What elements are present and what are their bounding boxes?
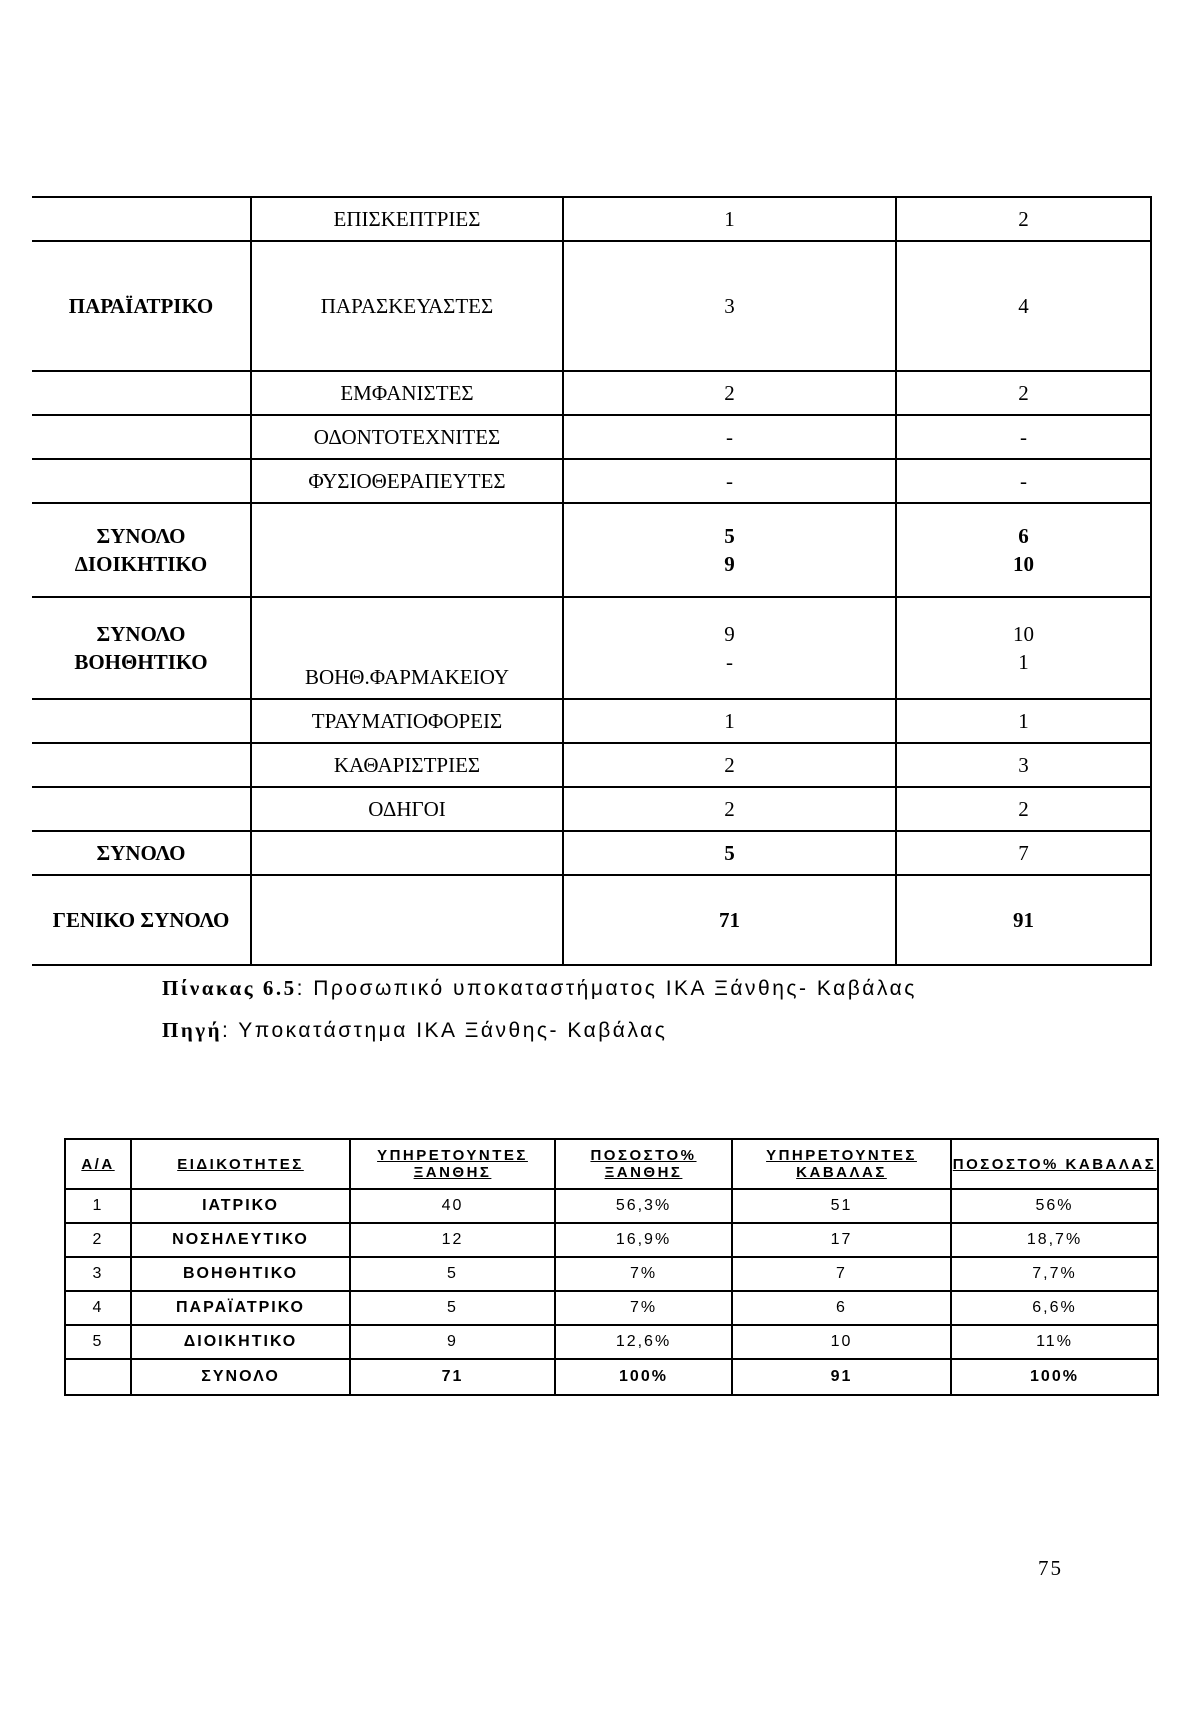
kavala-count-cell: 2 bbox=[896, 787, 1151, 831]
xanthi-count-cell: 3 bbox=[563, 241, 896, 371]
xanthi-percent-total-cell: 100% bbox=[555, 1359, 732, 1395]
xanthi-count-cell: - bbox=[563, 415, 896, 459]
xanthi-count-cell: 5 bbox=[350, 1257, 555, 1291]
specialty-cell: ΟΔΗΓΟΙ bbox=[251, 787, 563, 831]
kavala-count-cell: 6 bbox=[732, 1291, 951, 1325]
table-row bbox=[32, 459, 1151, 503]
specialty-cell: ΠΑΡΑΣΚΕΥΑΣΤΕΣ bbox=[251, 241, 563, 371]
column-header: ΠΟΣΟΣΤΟ% ΚΑΒΑΛΑΣ bbox=[951, 1139, 1158, 1189]
xanthi-count-cell: 2 bbox=[563, 787, 896, 831]
specialty-cell: ΟΔΟΝΤΟΤΕΧΝΙΤΕΣ bbox=[251, 415, 563, 459]
kavala-count-cell: 17 bbox=[732, 1223, 951, 1257]
xanthi-count-cell: 12 bbox=[350, 1223, 555, 1257]
specialty-cell bbox=[251, 875, 563, 965]
xanthi-percent-cell: 56,3% bbox=[555, 1189, 732, 1223]
table-row bbox=[32, 415, 1151, 459]
xanthi-count-cell: 40 bbox=[350, 1189, 555, 1223]
kavala-percent-cell: 11% bbox=[951, 1325, 1158, 1359]
specialty-cell: ΕΠΙΣΚΕΠΤΡΙΕΣ bbox=[251, 197, 563, 241]
specialty-cell bbox=[251, 831, 563, 875]
index-cell: 4 bbox=[65, 1291, 131, 1325]
category-cell: ΣΥΝΟΛΟ bbox=[32, 831, 251, 875]
column-header: ΠΟΣΟΣΤΟ% ΞΑΝΘΗΣ bbox=[555, 1139, 732, 1189]
category-cell bbox=[32, 787, 251, 831]
kavala-percent-cell: 7,7% bbox=[951, 1257, 1158, 1291]
table-row bbox=[32, 197, 1151, 241]
summary-table bbox=[64, 1138, 1159, 1396]
column-header: ΥΠΗΡΕΤΟΥΝΤΕΣ ΚΑΒΑΛΑΣ bbox=[732, 1139, 951, 1189]
kavala-count-cell: 10 bbox=[732, 1325, 951, 1359]
staff-table bbox=[32, 196, 1152, 966]
table-row bbox=[32, 597, 1151, 699]
specialty-cell: ΦΥΣΙΟΘΕΡΑΠΕΥΤΕΣ bbox=[251, 459, 563, 503]
xanthi-count-cell: - bbox=[563, 459, 896, 503]
header-row bbox=[65, 1139, 1158, 1189]
specialty-cell: ΔΙΟΙΚΗΤΙΚΟ bbox=[131, 1325, 350, 1359]
table-row bbox=[32, 371, 1151, 415]
specialty-cell: ΚΑΘΑΡΙΣΤΡΙΕΣ bbox=[251, 743, 563, 787]
kavala-count-cell: 7 bbox=[896, 831, 1151, 875]
kavala-count-cell: 3 bbox=[896, 743, 1151, 787]
xanthi-percent-cell: 16,9% bbox=[555, 1223, 732, 1257]
page-number: 75 bbox=[1038, 1556, 1063, 1580]
category-cell bbox=[32, 415, 251, 459]
category-cell: ΣΥΝΟΛΟ ΔΙΟΙΚΗΤΙΚΟ bbox=[32, 503, 251, 597]
xanthi-count-cell: 5 bbox=[563, 831, 896, 875]
specialty-cell: ΠΑΡΑΪΑΤΡΙΚΟ bbox=[131, 1291, 350, 1325]
xanthi-percent-cell: 12,6% bbox=[555, 1325, 732, 1359]
kavala-count-cell: 51 bbox=[732, 1189, 951, 1223]
kavala-percent-cell: 18,7% bbox=[951, 1223, 1158, 1257]
specialty-cell: ΒΟΗΘ.ΦΑΡΜΑΚΕΙΟΥ bbox=[251, 597, 563, 699]
table-source bbox=[162, 1018, 667, 1043]
xanthi-count-cell: 1 bbox=[563, 699, 896, 743]
xanthi-count-cell: 2 bbox=[563, 743, 896, 787]
specialty-cell: ΙΑΤΡΙΚΟ bbox=[131, 1189, 350, 1223]
kavala-count-cell: 2 bbox=[896, 371, 1151, 415]
total-row bbox=[65, 1359, 1158, 1395]
specialty-cell: ΤΡΑΥΜΑΤΙΟΦΟΡΕΙΣ bbox=[251, 699, 563, 743]
kavala-count-cell: 4 bbox=[896, 241, 1151, 371]
category-cell bbox=[32, 371, 251, 415]
specialty-cell: ΝΟΣΗΛΕΥΤΙΚΟ bbox=[131, 1223, 350, 1257]
kavala-count-cell: 91 bbox=[896, 875, 1151, 965]
table-row bbox=[32, 699, 1151, 743]
xanthi-count-cell: 71 bbox=[563, 875, 896, 965]
table-row bbox=[32, 875, 1151, 965]
table-row bbox=[32, 503, 1151, 597]
category-cell bbox=[32, 197, 251, 241]
xanthi-count-cell: 5 bbox=[350, 1291, 555, 1325]
category-cell: ΓΕΝΙΚΟ ΣΥΝΟΛΟ bbox=[32, 875, 251, 965]
kavala-count-cell: 10 1 bbox=[896, 597, 1151, 699]
kavala-total-cell: 91 bbox=[732, 1359, 951, 1395]
category-cell bbox=[32, 459, 251, 503]
kavala-percent-cell: 56% bbox=[951, 1189, 1158, 1223]
kavala-percent-total-cell: 100% bbox=[951, 1359, 1158, 1395]
kavala-count-cell: - bbox=[896, 459, 1151, 503]
table-row bbox=[65, 1257, 1158, 1291]
total-label-cell: ΣΥΝΟΛΟ bbox=[131, 1359, 350, 1395]
xanthi-total-cell: 71 bbox=[350, 1359, 555, 1395]
kavala-count-cell: 2 bbox=[896, 197, 1151, 241]
index-cell: 2 bbox=[65, 1223, 131, 1257]
kavala-count-cell: - bbox=[896, 415, 1151, 459]
xanthi-count-cell: 9 - bbox=[563, 597, 896, 699]
table-row bbox=[32, 787, 1151, 831]
column-header: ΥΠΗΡΕΤΟΥΝΤΕΣ ΞΑΝΘΗΣ bbox=[350, 1139, 555, 1189]
table-row bbox=[32, 241, 1151, 371]
category-cell bbox=[32, 699, 251, 743]
source-text: : Υποκατάστημα ΙΚΑ Ξάνθης- Καβάλας bbox=[222, 1019, 668, 1042]
specialty-cell: ΒΟΗΘΗΤΙΚΟ bbox=[131, 1257, 350, 1291]
xanthi-count-cell: 1 bbox=[563, 197, 896, 241]
xanthi-percent-cell: 7% bbox=[555, 1257, 732, 1291]
category-cell: ΣΥΝΟΛΟ ΒΟΗΘΗΤΙΚΟ bbox=[32, 597, 251, 699]
xanthi-percent-cell: 7% bbox=[555, 1291, 732, 1325]
specialty-cell: ΕΜΦΑΝΙΣΤΕΣ bbox=[251, 371, 563, 415]
index-cell: 3 bbox=[65, 1257, 131, 1291]
table-row bbox=[65, 1223, 1158, 1257]
category-cell: ΠΑΡΑΪΑΤΡΙΚΟ bbox=[32, 241, 251, 371]
table-row bbox=[32, 743, 1151, 787]
kavala-count-cell: 6 10 bbox=[896, 503, 1151, 597]
xanthi-count-cell: 9 bbox=[350, 1325, 555, 1359]
kavala-count-cell: 1 bbox=[896, 699, 1151, 743]
column-header: ΕΙΔΙΚΟΤΗΤΕΣ bbox=[131, 1139, 350, 1189]
kavala-count-cell: 7 bbox=[732, 1257, 951, 1291]
source-label: Πηγή bbox=[162, 1018, 223, 1042]
table-row bbox=[65, 1189, 1158, 1223]
column-header: Α/Α bbox=[65, 1139, 131, 1189]
specialty-cell bbox=[251, 503, 563, 597]
index-cell: 1 bbox=[65, 1189, 131, 1223]
index-cell: 5 bbox=[65, 1325, 131, 1359]
xanthi-count-cell: 2 bbox=[563, 371, 896, 415]
kavala-percent-cell: 6,6% bbox=[951, 1291, 1158, 1325]
caption-label: Πίνακας 6.5 bbox=[162, 976, 297, 1000]
index-cell bbox=[65, 1359, 131, 1395]
xanthi-count-cell: 5 9 bbox=[563, 503, 896, 597]
table-caption bbox=[162, 976, 917, 1001]
caption-text: : Προσωπικό υποκαταστήματος ΙΚΑ Ξάνθης- Καβάλας bbox=[296, 977, 917, 1000]
table-row bbox=[32, 831, 1151, 875]
category-cell bbox=[32, 743, 251, 787]
table-row bbox=[65, 1325, 1158, 1359]
table-row bbox=[65, 1291, 1158, 1325]
